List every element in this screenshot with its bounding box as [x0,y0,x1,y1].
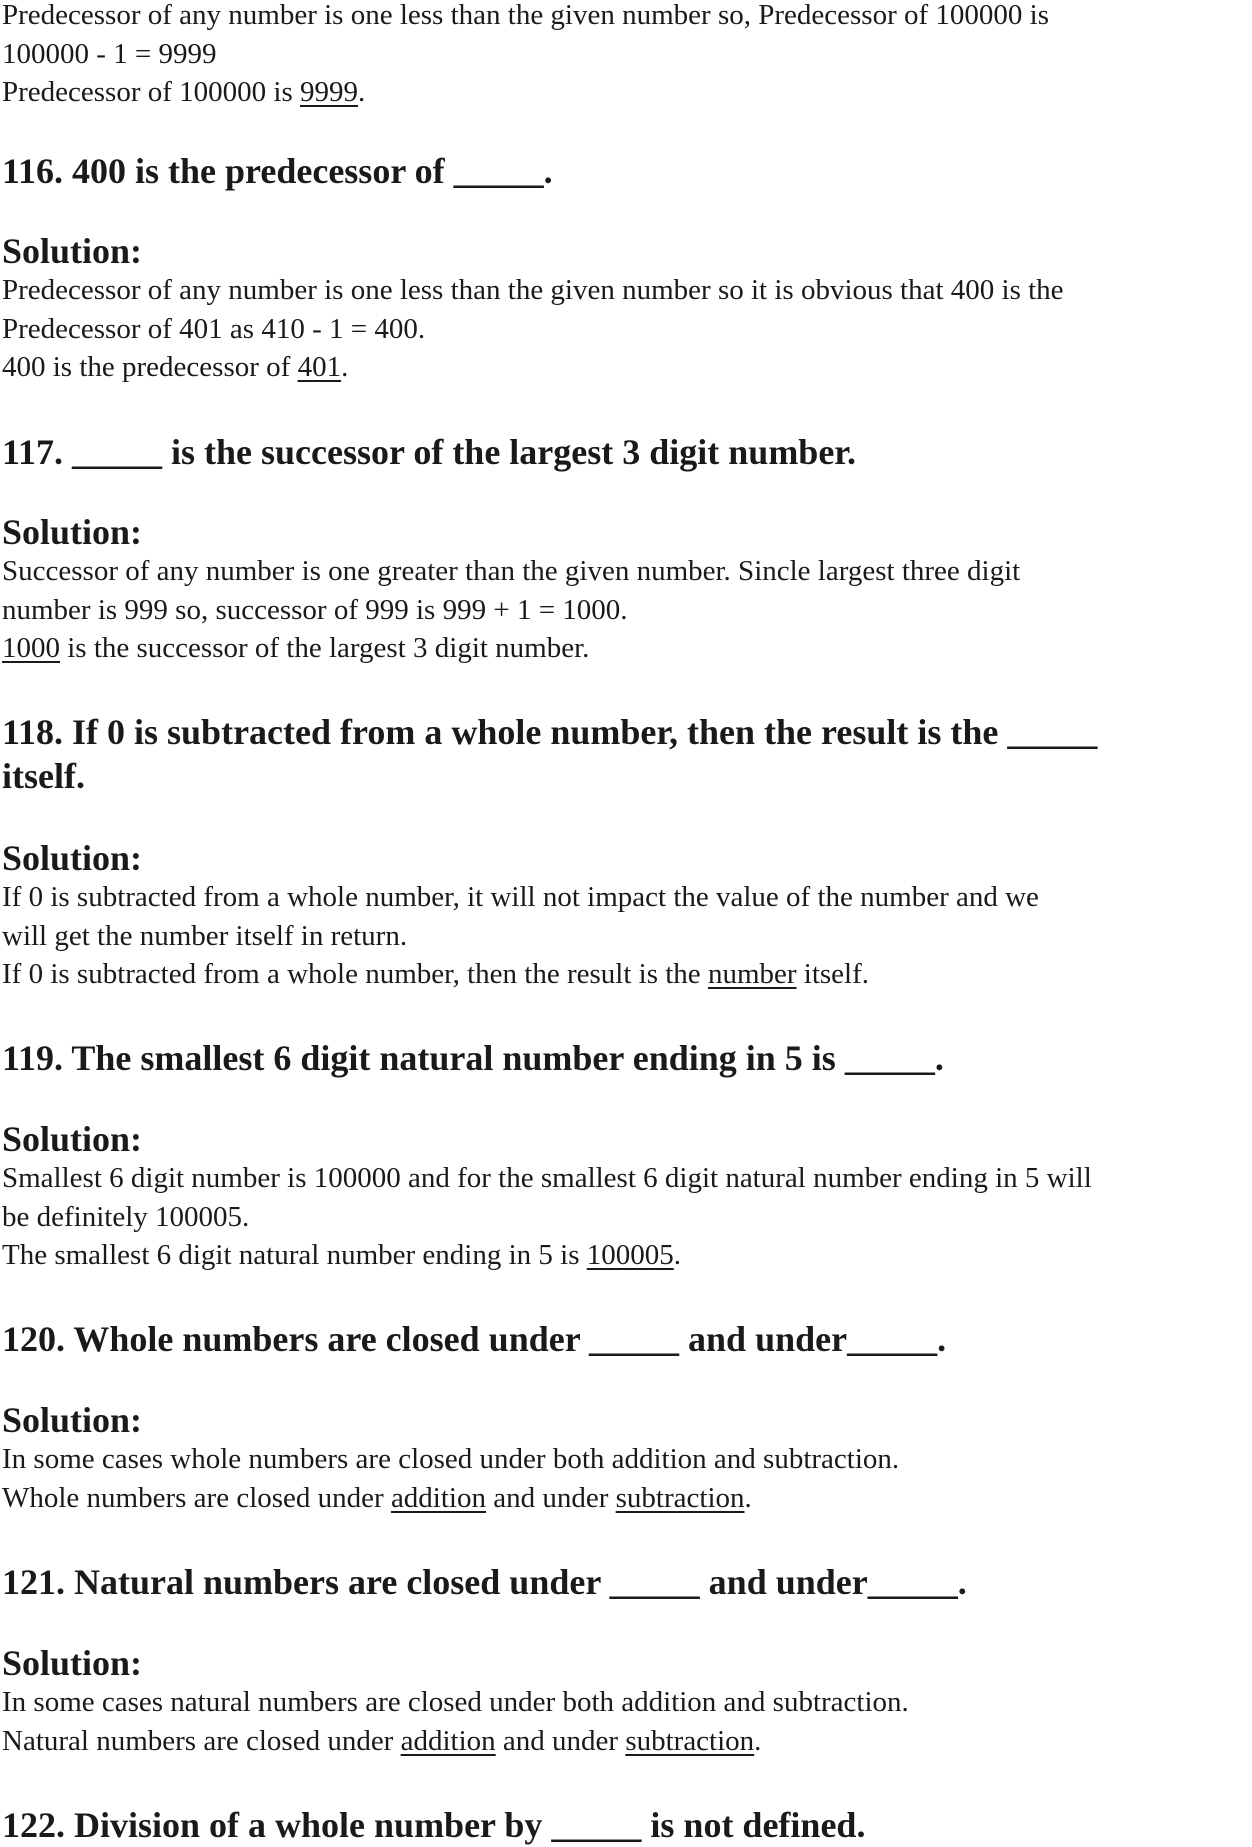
solution-118-line-2: will get the number itself in return. [2,919,408,952]
solution-117 [2,512,1250,668]
answer-121-value-1: addition [400,1724,496,1757]
answer-118-value: number [707,958,797,990]
question-117-text: 117. _____ is the successor of the largest 3 digit number. [2,432,856,472]
solution-heading: Solution: [2,1643,143,1683]
answer-117-value: 1000 [2,632,60,664]
solution-119-line-1: Smallest 6 digit number is 100000 and for the smallest 6 digit natural number ending in 5 will [2,1162,1092,1194]
intro-line-1: Predecessor of any number is one less than the given number so, Predecessor of 100000 is [2,0,1049,31]
solution-heading: Solution: [2,1400,143,1440]
solution-heading: Solution: [2,838,143,878]
question-116 [2,149,1250,193]
answer-120-value-2: subtraction [615,1481,745,1514]
solution-116-line-1: Predecessor of any number is one less than the given number so it is obvious that 400 is the [2,274,1064,306]
question-120 [2,1317,1250,1361]
solution-116 [2,231,1250,387]
solution-120 [2,1400,1250,1517]
question-122 [2,1803,1250,1847]
solution-119-answer: The smallest 6 digit natural number ending in 5 is 100005. [2,1239,681,1271]
solution-119 [2,1119,1250,1275]
intro-answer-value: 9999 [300,76,359,108]
intro-line-2: 100000 - 1 = 9999 [2,37,217,70]
solution-117-line-1: Successor of any number is one greater than the given number. Sincle largest three digit [2,555,1021,587]
solution-117-line-2: number is 999 so, successor of 999 is 999 + 1 = 1000. [2,593,628,626]
intro-solution [2,0,1250,112]
intro-answer: Predecessor of 100000 is 9999. [2,76,366,108]
question-122-text: 122. Division of a whole number by _____ is not defined. [2,1805,866,1845]
question-120-text: 120. Whole numbers are closed under _____ and under_____. [2,1319,947,1359]
question-117 [2,430,1250,474]
solution-116-answer: 400 is the predecessor of 401. [2,351,349,383]
question-121-text: 121. Natural numbers are closed under _____ and under_____. [2,1562,967,1602]
question-118-line-2: itself. [2,756,85,796]
question-118-line-1: 118. If 0 is subtracted from a whole number, then the result is the _____ [2,712,1098,752]
solution-117-answer: 1000 is the successor of the largest 3 digit number. [2,632,590,664]
question-121 [2,1560,1250,1604]
solution-121 [2,1643,1250,1760]
question-118 [2,710,1250,798]
question-119 [2,1036,1250,1080]
solution-121-answer: Natural numbers are closed under addition and under subtraction. [2,1724,762,1757]
solution-119-line-2: be definitely 100005. [2,1200,250,1233]
answer-121-value-2: subtraction [625,1724,755,1757]
solution-118-line-1: If 0 is subtracted from a whole number, it will not impact the value of the number and we [2,881,1039,913]
solution-116-line-2: Predecessor of 401 as 410 - 1 = 400. [2,312,426,345]
question-116-text: 116. 400 is the predecessor of _____. [2,151,553,191]
answer-120-value-1: addition [390,1481,486,1514]
solution-heading: Solution: [2,231,143,271]
solution-121-line-1: In some cases natural numbers are closed under both addition and subtraction. [2,1686,909,1718]
solution-heading: Solution: [2,1119,143,1159]
answer-119-value: 100005 [586,1239,674,1271]
solution-120-line-1: In some cases whole numbers are closed under both addition and subtraction. [2,1443,900,1475]
answer-116-value: 401 [297,351,342,383]
solution-120-answer: Whole numbers are closed under addition and under subtraction. [2,1481,752,1514]
solution-heading: Solution: [2,512,143,552]
question-119-text: 119. The smallest 6 digit natural number ending in 5 is _____. [2,1038,944,1078]
solution-118-answer: If 0 is subtracted from a whole number, then the result is the number itself. [2,958,870,990]
solution-118 [2,838,1250,994]
